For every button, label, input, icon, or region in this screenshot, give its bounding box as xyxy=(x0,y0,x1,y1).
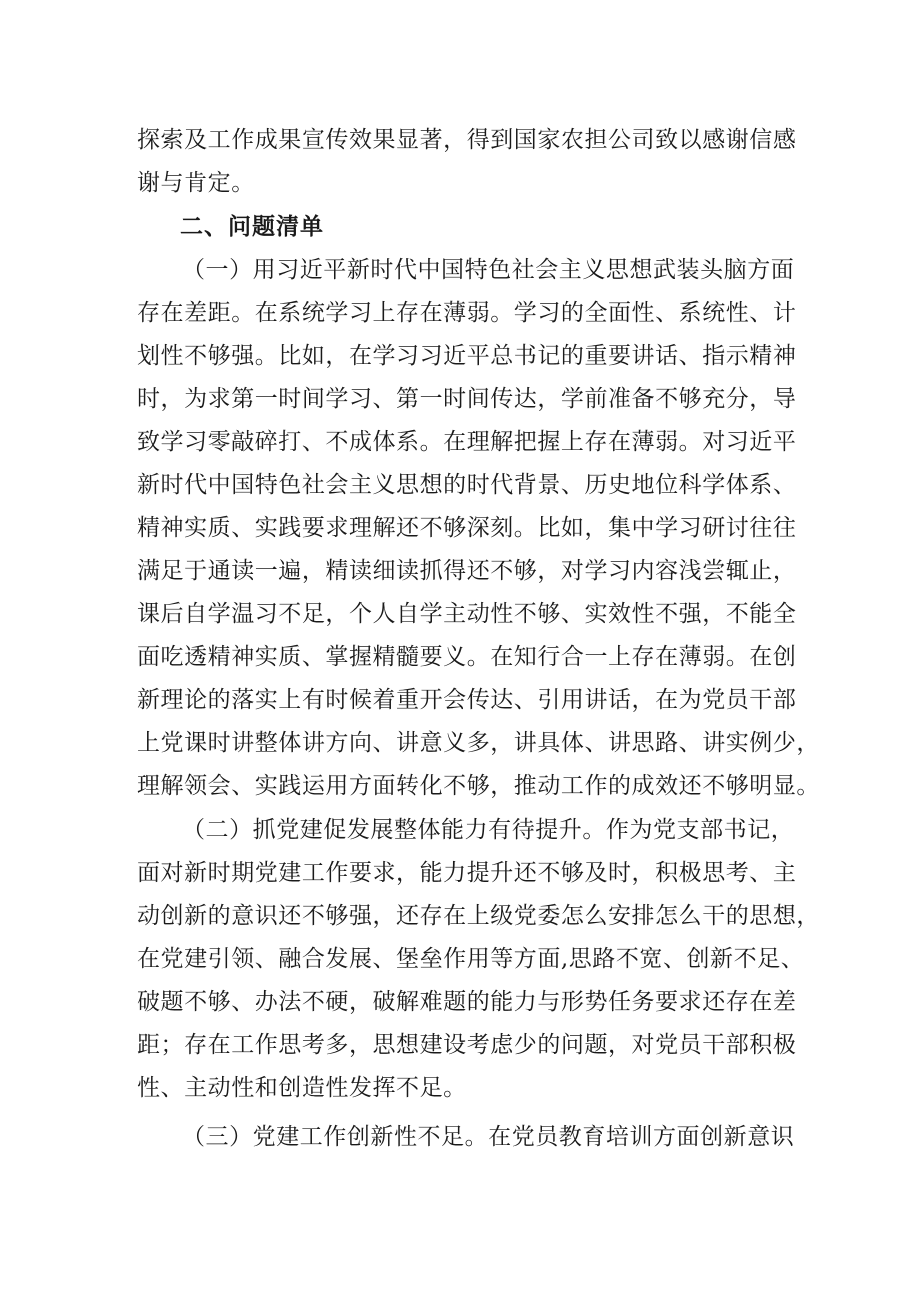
intro-line-1: 探索及工作成果宣传效果显著，得到国家农担公司致以感谢信感 xyxy=(137,127,797,153)
item-one-line-7: 精神实质、实践要求理解还不够深刻。比如，集中学习研讨往往 xyxy=(137,515,797,541)
item-one-line-3: 划性不够强。比如，在学习习近平总书记的重要讲话、指示精神 xyxy=(137,343,797,369)
item-one-line-2: 存在差距。在系统学习上存在薄弱。学习的全面性、系统性、计 xyxy=(137,300,797,326)
item-one-line-5: 致学习零敲碎打、不成体系。在理解把握上存在薄弱。对习近平 xyxy=(137,429,797,455)
item-two-line-3: 动创新的意识还不够强，还存在上级党委怎么安排怎么干的思想， xyxy=(137,903,820,929)
item-one-line-12: 上党课时讲整体讲方向、讲意义多，讲具体、讲思路、讲实例少， xyxy=(137,730,820,756)
intro-line-2: 谢与肯定。 xyxy=(137,170,255,196)
item-two-line-5: 破题不够、办法不硬，破解难题的能力与形势任务要求还存在差 xyxy=(137,989,797,1015)
item-two-line-1: （二）抓党建促发展整体能力有待提升。作为党支部书记， xyxy=(182,817,795,843)
item-one-line-8: 满足于通读一遍，精读细读抓得还不够，对学习内容浅尝辄止， xyxy=(137,558,797,584)
item-one-line-13: 理解领会、实践运用方面转化不够，推动工作的成效还不够明显。 xyxy=(137,773,820,799)
item-one-line-11: 新理论的落实上有时候着重开会传达、引用讲话，在为党员干部 xyxy=(137,687,797,713)
item-one-line-1: （一）用习近平新时代中国特色社会主义思想武装头脑方面 xyxy=(182,257,795,283)
section-heading-problem-list: 二、问题清单 xyxy=(180,214,324,240)
item-two-line-6: 距；存在工作思考多，思想建设考虑少的问题，对党员干部积极 xyxy=(137,1032,797,1058)
item-one-line-10: 面吃透精神实质、掌握精髓要义。在知行合一上存在薄弱。在创 xyxy=(137,644,797,670)
item-three-line-1: （三）党建工作创新性不足。在党员教育培训方面创新意识 xyxy=(182,1124,795,1150)
item-two-line-4: 在党建引领、融合发展、堡垒作用等方面,思路不宽、创新不足、 xyxy=(137,946,805,972)
item-two-line-7: 性、主动性和创造性发挥不足。 xyxy=(137,1075,467,1101)
item-one-line-4: 时，为求第一时间学习、第一时间传达，学前准备不够充分，导 xyxy=(137,386,797,412)
item-one-line-6: 新时代中国特色社会主义思想的时代背景、历史地位科学体系、 xyxy=(137,472,797,498)
item-two-line-2: 面对新时期党建工作要求，能力提升还不够及时，积极思考、主 xyxy=(137,860,797,886)
item-one-line-9: 课后自学温习不足，个人自学主动性不够、实效性不强，不能全 xyxy=(137,601,797,627)
